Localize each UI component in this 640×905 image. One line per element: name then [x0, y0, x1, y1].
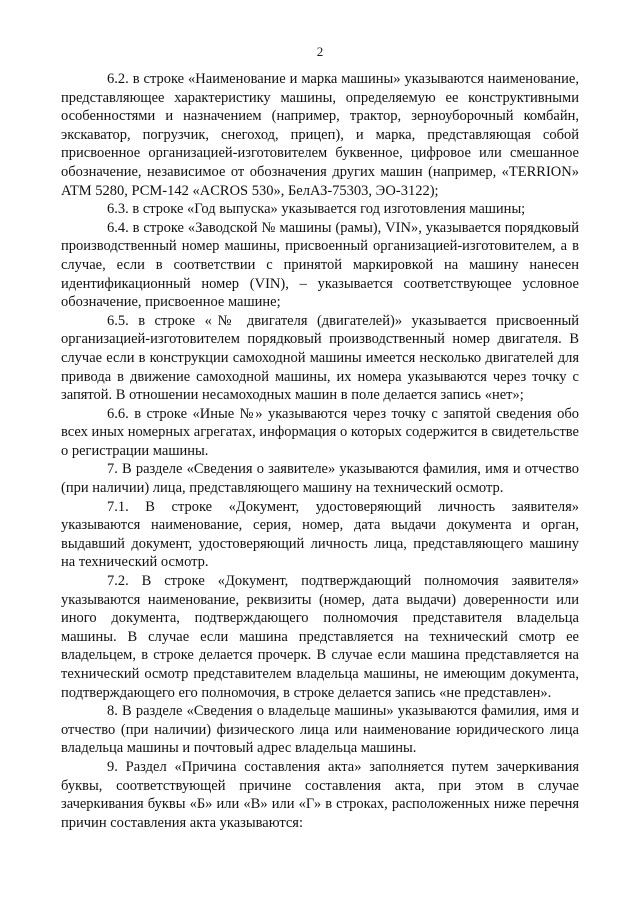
page-number: 2 [316, 44, 324, 59]
paragraph-6-4: 6.4. в строке «Заводской № машины (рамы), VIN», указывается порядковый производственный номер машины, присвоенный организацией-изготовителем, а в случае, если в соответствии с принятой маркировкой на машину нанесен идентификационный номер (VIN), – указывается соответствующее условное обозначение, присвоенное машине; [61, 219, 579, 311]
document-body [61, 70, 579, 832]
paragraph-7: 7. В разделе «Сведения о заявителе» указываются фамилия, имя и отчество (при наличии) лица, представляющего машину на технический осмотр. [61, 461, 579, 497]
paragraph-6-6: 6.6. в строке «Иные №» указываются через точку с запятой сведения обо всех иных номерных агрегатах, информация о которых содержится в свидетельстве о регистрации машины. [61, 405, 579, 459]
paragraph-6-5: 6.5. в строке «№ двигателя (двигателей)» указывается присвоенный организацией-изготовителем порядковый производственный номер двигателя. В случае если в конструкции самоходной машины имеется несколько двигателей для привода в движение самоходной машины, их номера указываются через точку с запятой. В отношении несамоходных машин в поле делается запись «нет»; [61, 312, 579, 404]
paragraph-8: 8. В разделе «Сведения о владельце машины» указываются фамилия, имя и отчество (при наличии) физического лица или наименование юридического лица владельца машины и почтовый адрес владельца машины. [61, 703, 579, 757]
paragraph-6-3: 6.3. в строке «Год выпуска» указывается год изготовления машины; [107, 201, 526, 218]
paragraph-7-1: 7.1. В строке «Документ, удостоверяющий личность заявителя» указываются наименование, серия, номер, дата выдачи документа и орган, выдавший документ, удостоверяющий личность лица, представляющего машину на технический осмотр. [61, 498, 579, 571]
paragraph-7-2: 7.2. В строке «Документ, подтверждающий полномочия заявителя» указываются наименование, реквизиты (номер, дата выдачи) доверенности или иного документа, подтверждающего полномочия представителя владельца машины. В случае если машина представляется на технический смотр ее владельцем, в строке делается прочерк. В случае если машина представляется на технический осмотр представителем владельца машины, не имеющим документа, подтверждающего его полномочия, в строке делается запись «не представлен». [61, 573, 579, 701]
paragraph-9: 9. Раздел «Причина составления акта» заполняется путем зачеркивания буквы, соответствующей причине составления акта, при этом в случае зачеркивания буквы «Б» или «В» или «Г» в строках, расположенных ниже перечня причин составления акта указываются: [61, 758, 579, 831]
paragraph-6-2: 6.2. в строке «Наименование и марка машины» указываются наименование, представляющее характеристику машины, определяемую ее конструктивными особенностями и назначением (например, трактор, зерноуборочный комбайн, экскаватор, погрузчик, снегоход, прицеп), и марка, представляющая собой присвоенное организацией-изготовителем буквенное, цифровое или смешанное обозначение, независимое от обозначения других машин (например, «TERRION» ATM 5280, РСМ-142 «ACROS 530», БелАЗ-75303, ЭО-3122); [61, 71, 579, 199]
